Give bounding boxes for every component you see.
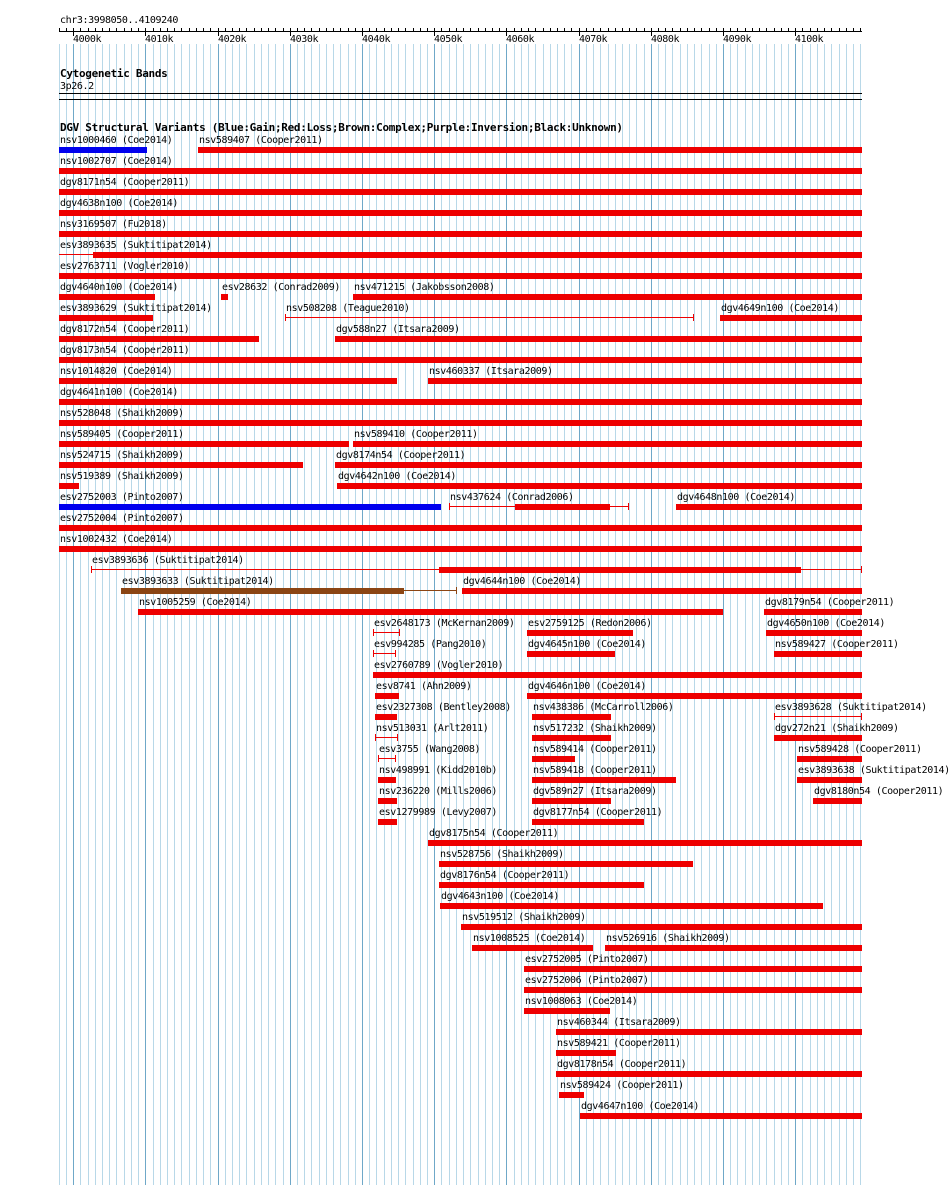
- feature-label[interactable]: nsv517232 (Shaikh2009): [533, 723, 657, 734]
- feature-bar[interactable]: [527, 693, 862, 699]
- feature-end-cap: [449, 503, 450, 510]
- ruler-tick-label: 4070k: [579, 34, 608, 45]
- feature-end-cap: [861, 713, 862, 720]
- feature-label[interactable]: nsv589414 (Cooper2011): [533, 744, 657, 755]
- feature-label[interactable]: nsv519389 (Shaikh2009): [60, 471, 184, 482]
- feature-label[interactable]: nsv460337 (Itsara2009): [429, 366, 553, 377]
- feature-label[interactable]: esv2752005 (Pinto2007): [525, 954, 649, 965]
- feature-bar[interactable]: [532, 714, 611, 720]
- feature-label[interactable]: nsv589418 (Cooper2011): [533, 765, 657, 776]
- feature-bar[interactable]: [59, 189, 862, 195]
- feature-bar[interactable]: [532, 777, 676, 783]
- feature-bar[interactable]: [59, 420, 862, 426]
- feature-label[interactable]: esv3755 (Wang2008): [379, 744, 481, 755]
- feature-bar[interactable]: [461, 924, 862, 930]
- feature-bar[interactable]: [59, 315, 153, 321]
- ruler-tick-label: 4040k: [362, 34, 391, 45]
- cytoband-label: 3p26.2: [60, 81, 94, 92]
- feature-label[interactable]: nsv589427 (Cooper2011): [775, 639, 899, 650]
- feature-end-cap: [395, 755, 396, 762]
- feature-bar[interactable]: [59, 525, 862, 531]
- feature-bar[interactable]: [440, 903, 823, 909]
- feature-label[interactable]: nsv438386 (McCarroll2006): [533, 702, 674, 713]
- feature-label[interactable]: nsv3169507 (Fu2018): [60, 219, 167, 230]
- feature-bar[interactable]: [428, 378, 862, 384]
- feature-label[interactable]: esv3893628 (Suktitipat2014): [775, 702, 927, 713]
- feature-bar[interactable]: [337, 483, 862, 489]
- ruler-tick-label: 4100k: [795, 34, 824, 45]
- feature-bar[interactable]: [59, 231, 862, 237]
- feature-bar[interactable]: [378, 798, 397, 804]
- feature-label[interactable]: dgv8174n54 (Cooper2011): [336, 450, 466, 461]
- feature-bar[interactable]: [532, 735, 611, 741]
- feature-end-cap: [774, 713, 775, 720]
- feature-bar[interactable]: [59, 441, 349, 447]
- feature-bar[interactable]: [524, 1008, 610, 1014]
- feature-end-cap: [395, 650, 396, 657]
- feature-end-cap: [375, 734, 376, 741]
- feature-bar[interactable]: [532, 756, 575, 762]
- feature-connector[interactable]: [373, 653, 396, 654]
- locus-label: chr3:3998050..4109240: [60, 15, 179, 26]
- feature-label[interactable]: esv3893636 (Suktitipat2014): [92, 555, 244, 566]
- feature-bar[interactable]: [439, 861, 693, 867]
- feature-bar[interactable]: [676, 504, 862, 510]
- feature-bar[interactable]: [198, 147, 862, 153]
- feature-end-cap: [378, 755, 379, 762]
- feature-bar[interactable]: [515, 504, 610, 510]
- feature-label[interactable]: nsv589405 (Cooper2011): [60, 429, 184, 440]
- feature-label[interactable]: esv994285 (Pang2010): [374, 639, 487, 650]
- feature-bar[interactable]: [59, 399, 862, 405]
- feature-connector[interactable]: [373, 632, 400, 633]
- feature-label[interactable]: nsv471215 (Jakobsson2008): [354, 282, 495, 293]
- feature-label[interactable]: esv2760789 (Vogler2010): [374, 660, 504, 671]
- feature-label[interactable]: esv2327308 (Bentley2008): [376, 702, 511, 713]
- feature-label[interactable]: dgv8172n54 (Cooper2011): [60, 324, 190, 335]
- feature-bar[interactable]: [472, 945, 593, 951]
- feature-bar[interactable]: [439, 567, 801, 573]
- feature-label[interactable]: nsv1005259 (Coe2014): [139, 597, 252, 608]
- feature-bar[interactable]: [59, 210, 862, 216]
- feature-bar[interactable]: [59, 462, 303, 468]
- feature-bar[interactable]: [59, 294, 155, 300]
- feature-bar[interactable]: [580, 1113, 862, 1119]
- feature-bar[interactable]: [375, 714, 397, 720]
- feature-bar[interactable]: [524, 987, 862, 993]
- ruler-tick-label: 4020k: [218, 34, 247, 45]
- feature-bar[interactable]: [221, 294, 228, 300]
- feature-label[interactable]: esv2752004 (Pinto2007): [60, 513, 184, 524]
- feature-bar[interactable]: [335, 336, 862, 342]
- feature-label[interactable]: nsv589424 (Cooper2011): [560, 1080, 684, 1091]
- ruler-tick-label: 4090k: [723, 34, 752, 45]
- ruler-tick-label: 4060k: [506, 34, 535, 45]
- feature-label[interactable]: nsv508208 (Teague2010): [286, 303, 410, 314]
- feature-bar[interactable]: [720, 315, 862, 321]
- feature-bar[interactable]: [559, 1092, 584, 1098]
- feature-end-cap: [373, 629, 374, 636]
- feature-label[interactable]: dgv4644n100 (Coe2014): [463, 576, 582, 587]
- feature-end-cap: [397, 734, 398, 741]
- feature-bar[interactable]: [556, 1071, 862, 1077]
- feature-label[interactable]: nsv460344 (Itsara2009): [557, 1017, 681, 1028]
- feature-label[interactable]: esv8741 (Ahn2009): [376, 681, 472, 692]
- feature-label[interactable]: dgv4650n100 (Coe2014): [767, 618, 886, 629]
- feature-bar[interactable]: [353, 294, 862, 300]
- feature-label[interactable]: nsv1008063 (Coe2014): [525, 996, 638, 1007]
- feature-bar[interactable]: [121, 588, 404, 594]
- feature-end-cap: [285, 314, 286, 321]
- feature-label[interactable]: esv3893633 (Suktitipat2014): [122, 576, 274, 587]
- feature-label[interactable]: esv3893629 (Suktitipat2014): [60, 303, 212, 314]
- feature-bar[interactable]: [462, 588, 862, 594]
- dgv-track-title: DGV Structural Variants (Blue:Gain;Red:Loss;Brown:Complex;Purple:Inversion;Black:Unknown): [60, 121, 623, 134]
- feature-label[interactable]: dgv8180n54 (Cooper2011): [814, 786, 944, 797]
- feature-label[interactable]: nsv528048 (Shaikh2009): [60, 408, 184, 419]
- feature-bar[interactable]: [556, 1050, 616, 1056]
- feature-label[interactable]: esv2759125 (Redon2006): [528, 618, 652, 629]
- feature-label[interactable]: nsv589410 (Cooper2011): [354, 429, 478, 440]
- feature-label[interactable]: esv28632 (Conrad2009): [222, 282, 341, 293]
- feature-bar[interactable]: [527, 651, 615, 657]
- feature-label[interactable]: dgv8171n54 (Cooper2011): [60, 177, 190, 188]
- feature-bar[interactable]: [353, 441, 862, 447]
- feature-label[interactable]: nsv236220 (Mills2006): [379, 786, 498, 797]
- feature-bar[interactable]: [428, 840, 862, 846]
- feature-label[interactable]: esv2648173 (McKernan2009): [374, 618, 515, 629]
- feature-end-cap: [373, 650, 374, 657]
- feature-label[interactable]: dgv589n27 (Itsara2009): [533, 786, 657, 797]
- feature-bar[interactable]: [605, 945, 862, 951]
- feature-label[interactable]: nsv437624 (Conrad2006): [450, 492, 574, 503]
- feature-label[interactable]: nsv589407 (Cooper2011): [199, 135, 323, 146]
- feature-bar[interactable]: [797, 777, 862, 783]
- feature-bar[interactable]: [138, 609, 723, 615]
- feature-connector[interactable]: [59, 254, 93, 255]
- feature-bar[interactable]: [59, 357, 862, 363]
- feature-bar[interactable]: [375, 693, 399, 699]
- feature-connector[interactable]: [375, 737, 398, 738]
- feature-bar[interactable]: [774, 651, 862, 657]
- feature-bar[interactable]: [59, 336, 259, 342]
- feature-bar[interactable]: [378, 777, 396, 783]
- feature-label[interactable]: nsv526916 (Shaikh2009): [606, 933, 730, 944]
- feature-bar[interactable]: [93, 252, 862, 258]
- feature-label[interactable]: dgv4648n100 (Coe2014): [677, 492, 796, 503]
- feature-bar[interactable]: [59, 546, 862, 552]
- feature-end-cap: [861, 566, 862, 573]
- cytoband-track-title: Cytogenetic Bands: [60, 67, 168, 80]
- feature-end-cap: [628, 503, 629, 510]
- feature-bar[interactable]: [439, 882, 644, 888]
- feature-bar[interactable]: [532, 798, 611, 804]
- feature-label[interactable]: nsv498991 (Kidd2010b): [379, 765, 498, 776]
- feature-label[interactable]: dgv4646n100 (Coe2014): [528, 681, 647, 692]
- ruler-tick-label: 4000k: [73, 34, 102, 45]
- feature-end-cap: [693, 314, 694, 321]
- feature-label[interactable]: nsv528756 (Shaikh2009): [440, 849, 564, 860]
- feature-bar[interactable]: [59, 483, 79, 489]
- feature-label[interactable]: dgv8179n54 (Cooper2011): [765, 597, 895, 608]
- feature-label[interactable]: esv3893635 (Suktitipat2014): [60, 240, 212, 251]
- feature-connector[interactable]: [774, 716, 862, 717]
- feature-bar[interactable]: [524, 966, 862, 972]
- feature-label[interactable]: dgv8175n54 (Cooper2011): [429, 828, 559, 839]
- feature-bar[interactable]: [59, 168, 862, 174]
- feature-bar[interactable]: [813, 798, 862, 804]
- feature-label[interactable]: dgv4638n100 (Coe2014): [60, 198, 179, 209]
- feature-label[interactable]: dgv4640n100 (Coe2014): [60, 282, 179, 293]
- ruler-tick-label: 4030k: [290, 34, 319, 45]
- feature-label[interactable]: esv1279989 (Levy2007): [379, 807, 498, 818]
- feature-label[interactable]: esv2752003 (Pinto2007): [60, 492, 184, 503]
- feature-label[interactable]: dgv4647n100 (Coe2014): [581, 1101, 700, 1112]
- feature-label[interactable]: dgv4649n100 (Coe2014): [721, 303, 840, 314]
- ruler-tick-label: 4080k: [651, 34, 680, 45]
- ruler-tick-label: 4010k: [145, 34, 174, 45]
- feature-label[interactable]: nsv1008525 (Coe2014): [473, 933, 586, 944]
- feature-bar[interactable]: [335, 462, 862, 468]
- feature-label[interactable]: dgv272n21 (Shaikh2009): [775, 723, 899, 734]
- feature-label[interactable]: dgv4641n100 (Coe2014): [60, 387, 179, 398]
- feature-end-cap: [456, 587, 457, 594]
- feature-label[interactable]: dgv588n27 (Itsara2009): [336, 324, 460, 335]
- feature-label[interactable]: nsv1002707 (Coe2014): [60, 156, 173, 167]
- feature-label[interactable]: nsv513031 (Arlt2011): [376, 723, 489, 734]
- feature-bar[interactable]: [556, 1029, 862, 1035]
- feature-bar[interactable]: [59, 378, 397, 384]
- feature-bar[interactable]: [774, 735, 862, 741]
- feature-end-cap: [91, 566, 92, 573]
- feature-bar[interactable]: [527, 630, 633, 636]
- feature-bar[interactable]: [373, 672, 862, 678]
- feature-connector[interactable]: [285, 317, 694, 318]
- feature-label[interactable]: esv2752006 (Pinto2007): [525, 975, 649, 986]
- feature-bar[interactable]: [532, 819, 644, 825]
- feature-end-cap: [399, 629, 400, 636]
- feature-label[interactable]: dgv8176n54 (Cooper2011): [440, 870, 570, 881]
- feature-bar[interactable]: [59, 147, 147, 153]
- feature-bar[interactable]: [59, 273, 862, 279]
- feature-label[interactable]: dgv8178n54 (Cooper2011): [557, 1059, 687, 1070]
- feature-label[interactable]: dgv4645n100 (Coe2014): [528, 639, 647, 650]
- feature-bar[interactable]: [378, 819, 397, 825]
- feature-label[interactable]: dgv4642n100 (Coe2014): [338, 471, 457, 482]
- feature-label[interactable]: nsv589428 (Cooper2011): [798, 744, 922, 755]
- feature-bar[interactable]: [797, 756, 862, 762]
- feature-label[interactable]: dgv8177n54 (Cooper2011): [533, 807, 663, 818]
- feature-label[interactable]: nsv1002432 (Coe2014): [60, 534, 173, 545]
- feature-label[interactable]: esv3893638 (Suktitipat2014): [798, 765, 950, 776]
- feature-label[interactable]: esv2763711 (Vogler2010): [60, 261, 190, 272]
- ruler-tick-label: 4050k: [434, 34, 463, 45]
- feature-bar[interactable]: [764, 609, 862, 615]
- feature-label[interactable]: nsv1000460 (Coe2014): [60, 135, 173, 146]
- feature-label[interactable]: nsv589421 (Cooper2011): [557, 1038, 681, 1049]
- feature-label[interactable]: dgv8173n54 (Cooper2011): [60, 345, 190, 356]
- feature-label[interactable]: dgv4643n100 (Coe2014): [441, 891, 560, 902]
- feature-label[interactable]: nsv519512 (Shaikh2009): [462, 912, 586, 923]
- feature-bar[interactable]: [766, 630, 862, 636]
- feature-connector[interactable]: [378, 758, 396, 759]
- feature-label[interactable]: nsv524715 (Shaikh2009): [60, 450, 184, 461]
- feature-label[interactable]: nsv1014820 (Coe2014): [60, 366, 173, 377]
- feature-bar[interactable]: [59, 504, 441, 510]
